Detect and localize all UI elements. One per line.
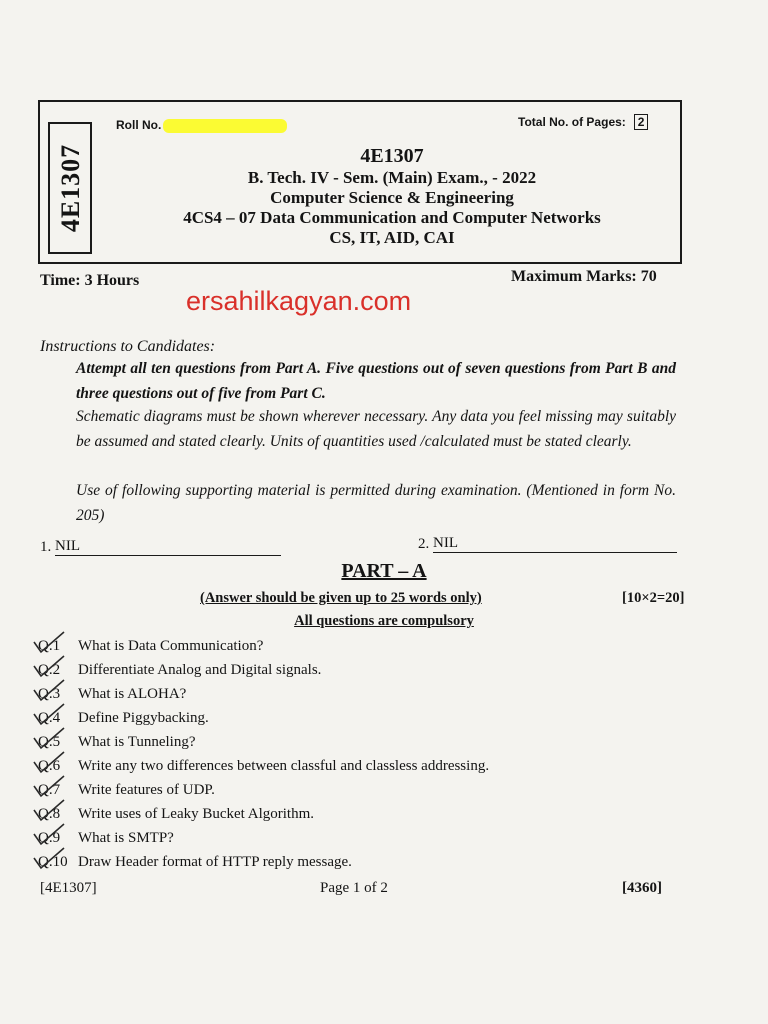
question-text: What is Tunneling? bbox=[78, 734, 196, 750]
material-item-2 bbox=[418, 535, 677, 553]
question-number bbox=[38, 782, 78, 799]
material-item-2-line bbox=[433, 535, 677, 553]
question-number-text: Q.6 bbox=[38, 758, 61, 774]
instruction-line-1: Attempt all ten questions from Part A. Five questions out of seven questions from Part B and three questions out of five from Part C. bbox=[76, 360, 676, 402]
question-number bbox=[38, 806, 78, 823]
question-item bbox=[38, 758, 489, 775]
watermark-text: ersahilkagyan.com bbox=[186, 286, 412, 316]
question-text: Write uses of Leaky Bucket Algorithm. bbox=[78, 806, 315, 822]
tick-mark-icon bbox=[32, 702, 66, 728]
question-number bbox=[38, 854, 78, 871]
question-text: Draw Header format of HTTP reply message. bbox=[78, 854, 352, 870]
instructions-heading: Instructions to Candidates: bbox=[40, 338, 216, 355]
question-number-text: Q.7 bbox=[38, 782, 61, 798]
material-item-2-text: NIL bbox=[433, 535, 458, 551]
question-item bbox=[38, 782, 215, 799]
question-number-text: Q.9 bbox=[38, 830, 61, 846]
tick-mark-icon bbox=[32, 654, 66, 680]
question-text: What is Data Communication? bbox=[78, 638, 264, 654]
material-item-1-text: NIL bbox=[55, 538, 80, 554]
question-item bbox=[38, 854, 352, 871]
question-item bbox=[38, 686, 186, 703]
part-a-title: PART – A bbox=[341, 560, 427, 582]
exam-line: B. Tech. IV - Sem. (Main) Exam., - 2022 bbox=[247, 168, 537, 187]
title-block bbox=[100, 144, 684, 248]
subject-line: 4CS4 – 07 Data Communication and Computer Networks bbox=[183, 208, 601, 227]
question-number-text: Q.8 bbox=[38, 806, 61, 822]
instruction-line-2: Schematic diagrams must be shown wherever necessary. Any data you feel missing may suitably be assumed and stated clearly. Units of quantities used /calculated must be stated clearly. bbox=[76, 408, 676, 450]
streams-line: CS, IT, AID, CAI bbox=[329, 228, 455, 247]
tick-mark-icon bbox=[32, 774, 66, 800]
paper-code: 4E1307 bbox=[360, 145, 424, 167]
footer-page-number: Page 1 of 2 bbox=[320, 880, 388, 896]
question-number-text: Q.3 bbox=[38, 686, 61, 702]
material-item-2-num: 2. bbox=[418, 536, 430, 552]
question-number-text: Q.10 bbox=[38, 854, 68, 870]
material-item-1-line bbox=[55, 538, 281, 556]
tick-mark-icon bbox=[32, 750, 66, 776]
question-item bbox=[38, 806, 314, 823]
max-marks-label: Maximum Marks: 70 bbox=[511, 268, 657, 285]
question-number bbox=[38, 734, 78, 751]
compulsory-note: All questions are compulsory bbox=[294, 613, 474, 629]
tick-mark-icon bbox=[32, 822, 66, 848]
tick-mark-icon bbox=[32, 630, 66, 656]
tick-mark-icon bbox=[32, 846, 66, 872]
total-pages-label: Total No. of Pages: bbox=[518, 115, 626, 129]
total-pages bbox=[518, 114, 648, 130]
header-box bbox=[38, 100, 682, 264]
instruction-line-3: Use of following supporting material is permitted during examination. (Mentioned in form No. 205) bbox=[76, 482, 676, 524]
question-text: What is SMTP? bbox=[78, 830, 174, 846]
question-item bbox=[38, 830, 174, 847]
material-item-1 bbox=[40, 538, 281, 556]
question-number-text: Q.4 bbox=[38, 710, 61, 726]
roll-highlight bbox=[163, 119, 287, 133]
time-label: Time: 3 Hours bbox=[40, 272, 140, 289]
material-item-1-num: 1. bbox=[40, 539, 52, 555]
roll-number bbox=[116, 118, 287, 133]
vertical-paper-code: 4E1307 bbox=[56, 143, 85, 233]
question-number-text: Q.5 bbox=[38, 734, 61, 750]
question-number bbox=[38, 758, 78, 775]
question-number bbox=[38, 662, 78, 679]
part-a-marks: [10×2=20] bbox=[622, 590, 685, 606]
question-number-text: Q.1 bbox=[38, 638, 61, 654]
answer-note: (Answer should be given up to 25 words only) bbox=[200, 590, 482, 606]
roll-label: Roll No. bbox=[116, 118, 162, 132]
question-number-text: Q.2 bbox=[38, 662, 61, 678]
footer-paper-code: [4E1307] bbox=[40, 880, 97, 896]
question-text: Write any two differences between classful and classless addressing. bbox=[78, 758, 490, 774]
question-item bbox=[38, 710, 209, 727]
question-number bbox=[38, 710, 78, 727]
question-text: What is ALOHA? bbox=[78, 686, 187, 702]
paper-code-box bbox=[48, 122, 92, 254]
question-text: Write features of UDP. bbox=[78, 782, 215, 798]
question-text: Define Piggybacking. bbox=[78, 710, 209, 726]
tick-mark-icon bbox=[32, 726, 66, 752]
question-number bbox=[38, 830, 78, 847]
question-text: Differentiate Analog and Digital signals. bbox=[78, 662, 322, 678]
total-pages-value: 2 bbox=[634, 114, 649, 130]
branch-line: Computer Science & Engineering bbox=[270, 188, 514, 207]
tick-mark-icon bbox=[32, 678, 66, 704]
question-item bbox=[38, 734, 196, 751]
tick-mark-icon bbox=[32, 798, 66, 824]
question-item bbox=[38, 662, 321, 679]
footer-serial-number: [4360] bbox=[622, 880, 662, 896]
question-item bbox=[38, 638, 263, 655]
question-number bbox=[38, 686, 78, 703]
question-number bbox=[38, 638, 78, 655]
